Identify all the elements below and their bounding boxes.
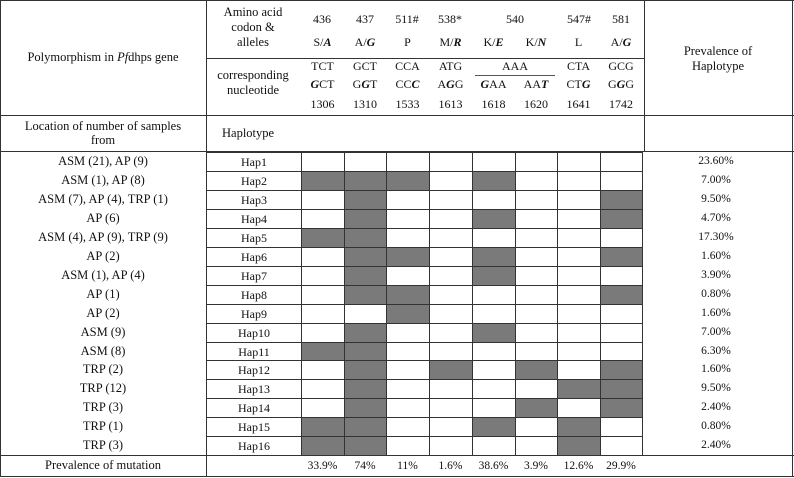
wild-allele-cell	[429, 342, 473, 361]
codon-number: 538*	[438, 12, 462, 26]
row-prevalence: 1.60%	[701, 363, 731, 375]
nucleotide-mutant-triplet	[524, 77, 549, 91]
wild-allele-cell	[301, 190, 345, 210]
wild-allele-cell	[557, 247, 601, 267]
row-haplotype: Hap4	[206, 209, 302, 229]
row-haplotype: Hap16	[206, 436, 302, 456]
nucleotide-mutant-triplet	[395, 77, 419, 91]
wild-allele-cell	[429, 398, 473, 418]
wild-allele-cell	[429, 266, 473, 286]
mutant-allele-cell	[472, 323, 516, 343]
allele-wild: A/	[610, 35, 623, 49]
row-prevalence: 0.80%	[701, 420, 731, 432]
mutant-allele-cell	[472, 171, 516, 191]
row-prevalence: 9.50%	[701, 382, 731, 394]
nucleotide-wild-triplet: CTA	[566, 59, 591, 73]
allele-wild: K/	[525, 35, 538, 49]
codon540-shared-triplet: AAA	[502, 59, 528, 73]
wild-allele-cell	[515, 304, 558, 324]
mutant-allele-cell	[344, 342, 387, 361]
nucleotide-position: 1641	[566, 97, 591, 111]
wild-allele-cell	[557, 342, 601, 361]
wild-allele-cell	[600, 171, 643, 191]
wild-allele-cell	[557, 152, 601, 172]
wild-allele-cell	[515, 285, 558, 305]
wild-allele-cell	[429, 228, 473, 248]
prevalence-haplotype-header: Prevalence of Haplotype	[683, 44, 753, 73]
allele-label	[439, 35, 461, 49]
wild-allele-cell	[515, 152, 558, 172]
wild-allele-cell	[515, 436, 558, 456]
nucleotide-wild-triplet: GCT	[353, 59, 377, 73]
row-prevalence: 2.40%	[701, 401, 731, 413]
wild-allele-cell	[344, 304, 387, 324]
wild-allele-cell	[301, 360, 345, 380]
wild-allele-cell	[472, 285, 516, 305]
wild-allele-cell	[472, 190, 516, 210]
nucleotide-mutant-triplet	[437, 77, 463, 91]
wild-allele-cell	[515, 171, 558, 191]
polymorphism-label: Polymorphism in Pfdhps gene	[27, 50, 179, 64]
wild-allele-cell	[301, 209, 345, 229]
nucleotide-position: 1618	[481, 97, 506, 111]
row-prevalence: 7.00%	[701, 174, 731, 186]
wild-allele-cell	[600, 228, 643, 248]
wild-allele-cell	[557, 304, 601, 324]
wild-allele-cell	[600, 417, 643, 437]
row-prevalence: 4.70%	[701, 212, 731, 224]
codon-number: 547#	[567, 12, 591, 26]
mutant-allele-cell	[472, 209, 516, 229]
wild-allele-cell	[557, 285, 601, 305]
wild-allele-cell	[557, 360, 601, 380]
mutant-allele-cell	[600, 209, 643, 229]
wild-allele-cell	[557, 398, 601, 418]
nucleotide-wild-triplet: ATG	[438, 59, 463, 73]
wild-allele-cell	[429, 190, 473, 210]
wild-allele-cell	[515, 190, 558, 210]
wild-allele-cell	[472, 304, 516, 324]
row-haplotype: Hap10	[206, 323, 302, 343]
codon-number: 436	[313, 12, 331, 26]
mutant-allele-cell	[429, 360, 473, 380]
wild-allele-cell	[386, 190, 430, 210]
nucleotide-prefix: CT	[566, 77, 582, 91]
row-haplotype: Hap7	[206, 266, 302, 286]
row-haplotype: Hap12	[206, 360, 302, 380]
codon540-underline	[475, 75, 555, 76]
row-location: AP (1)	[86, 287, 120, 301]
row-location: ASM (9)	[80, 325, 126, 339]
row-prevalence: 9.50%	[701, 193, 731, 205]
mutant-allele-cell	[600, 247, 643, 267]
wild-allele-cell	[386, 228, 430, 248]
row-haplotype: Hap1	[206, 152, 302, 172]
wild-allele-cell	[386, 209, 430, 229]
allele-label	[526, 35, 547, 49]
nucleotide-mutant-triplet	[353, 77, 378, 91]
nucleotide-mutant-triplet	[480, 77, 506, 91]
wild-allele-cell	[515, 228, 558, 248]
row-haplotype: Hap14	[206, 398, 302, 418]
allele-label	[575, 35, 582, 49]
wild-allele-cell	[386, 436, 430, 456]
mutant-allele-cell	[301, 228, 345, 248]
nucleotide-mutated-base: G	[581, 77, 591, 91]
nucleotide-position: 1310	[353, 97, 377, 111]
allele-mutant: G	[366, 35, 376, 49]
row-prevalence: 6.30%	[701, 345, 731, 357]
row-location: ASM (1), AP (4)	[61, 268, 145, 282]
wild-allele-cell	[472, 398, 516, 418]
wild-allele-cell	[344, 152, 387, 172]
wild-allele-cell	[301, 152, 345, 172]
allele-wild: A/	[354, 35, 367, 49]
mutation-prevalence-value: 1.6%	[438, 460, 463, 472]
mutant-allele-cell	[557, 436, 601, 456]
row-location: TRP (3)	[82, 400, 124, 414]
wild-allele-cell	[386, 266, 430, 286]
allele-wild: P	[404, 35, 411, 49]
mutant-allele-cell	[344, 436, 387, 456]
mutant-allele-cell	[344, 323, 387, 343]
allele-label	[355, 35, 376, 49]
row-prevalence: 1.60%	[701, 307, 731, 319]
mutant-allele-cell	[344, 209, 387, 229]
mutant-allele-cell	[472, 417, 516, 437]
mutant-allele-cell	[344, 360, 387, 380]
wild-allele-cell	[600, 304, 643, 324]
row-location: ASM (1), AP (8)	[61, 173, 145, 187]
row-haplotype: Hap11	[206, 342, 302, 361]
nucleotide-wild-triplet: GCG	[608, 59, 634, 73]
allele-mutant: N	[537, 35, 547, 49]
nucleotide-suffix: CT	[319, 77, 335, 91]
nucleotide-mutated-base: G	[616, 77, 626, 91]
nucleotide-mutated-base: C	[411, 77, 420, 91]
wild-allele-cell	[386, 323, 430, 343]
allele-wild: M/	[439, 35, 454, 49]
mutant-allele-cell	[301, 171, 345, 191]
wild-allele-cell	[472, 436, 516, 456]
wild-allele-cell	[429, 379, 473, 399]
nucleotide-mutant-triplet	[608, 77, 634, 91]
row-prevalence: 3.90%	[701, 269, 731, 281]
wild-allele-cell	[301, 398, 345, 418]
nucleotide-suffix: G	[625, 77, 635, 91]
row-haplotype: Hap6	[206, 247, 302, 267]
nucleotide-suffix: AA	[489, 77, 507, 91]
row-haplotype: Hap15	[206, 417, 302, 437]
row-prevalence: 17.30%	[698, 231, 734, 243]
mutant-allele-cell	[344, 379, 387, 399]
row-haplotype: Hap3	[206, 190, 302, 210]
nucleotide-position: 1620	[524, 97, 548, 111]
wild-allele-cell	[429, 417, 473, 437]
allele-mutant: A	[323, 35, 332, 49]
wild-allele-cell	[515, 342, 558, 361]
wild-allele-cell	[515, 379, 558, 399]
allele-mutant: R	[453, 35, 462, 49]
nucleotide-mutated-base: G	[361, 77, 370, 91]
row-prevalence: 1.60%	[701, 250, 731, 262]
nucleotide-suffix: G	[454, 77, 464, 91]
mutant-allele-cell	[515, 398, 558, 418]
codon-number: 511#	[395, 12, 419, 26]
wild-allele-cell	[472, 228, 516, 248]
wild-allele-cell	[515, 247, 558, 267]
row-prevalence: 23.60%	[698, 155, 734, 167]
row-location: AP (2)	[86, 306, 120, 320]
row-prevalence: 7.00%	[701, 326, 731, 338]
allele-mutant: G	[622, 35, 632, 49]
nucleotide-label: corresponding nucleotide	[217, 68, 289, 97]
wild-allele-cell	[301, 379, 345, 399]
allele-label	[404, 35, 411, 49]
row-location: TRP (1)	[82, 419, 124, 433]
wild-allele-cell	[386, 152, 430, 172]
allele-wild: S/	[313, 35, 324, 49]
table-bottom-rule	[0, 476, 794, 477]
nucleotide-mutated-base: T	[541, 77, 549, 91]
row-location: ASM (21), AP (9)	[58, 154, 148, 168]
mutant-allele-cell	[600, 285, 643, 305]
nucleotide-wild-triplet: CCA	[395, 59, 420, 73]
nucleotide-suffix: T	[370, 77, 378, 91]
row-prevalence: 2.40%	[701, 439, 731, 451]
wild-allele-cell	[429, 247, 473, 267]
wild-allele-cell	[600, 323, 643, 343]
row-location: AP (2)	[86, 249, 120, 263]
haplotype-header: Haplotype	[222, 126, 275, 140]
nucleotide-position: 1742	[609, 97, 633, 111]
nucleotide-prefix: AA	[523, 77, 541, 91]
wild-allele-cell	[301, 247, 345, 267]
mutant-allele-cell	[386, 304, 430, 324]
wild-allele-cell	[301, 266, 345, 286]
mutant-allele-cell	[301, 342, 345, 361]
nucleotide-prefix: CC	[395, 77, 412, 91]
mutant-allele-cell	[344, 398, 387, 418]
nucleotide-position: 1306	[310, 97, 335, 111]
mutant-allele-cell	[344, 417, 387, 437]
wild-allele-cell	[515, 323, 558, 343]
row-haplotype: Hap8	[206, 285, 302, 305]
header-divider	[0, 115, 794, 116]
wild-allele-cell	[386, 417, 430, 437]
mutant-allele-cell	[557, 379, 601, 399]
prevalence-of-mutation-label: Prevalence of mutation	[45, 458, 161, 472]
allele-label	[611, 35, 632, 49]
row-haplotype: Hap13	[206, 379, 302, 399]
wild-allele-cell	[557, 266, 601, 286]
wild-allele-cell	[557, 228, 601, 248]
nucleotide-position: 1613	[438, 97, 463, 111]
allele-label	[483, 35, 503, 49]
wild-allele-cell	[472, 379, 516, 399]
row-location: ASM (4), AP (9), TRP (9)	[38, 230, 168, 244]
wild-allele-cell	[557, 171, 601, 191]
wild-allele-cell	[429, 304, 473, 324]
row-prevalence: 0.80%	[701, 288, 731, 300]
mutant-allele-cell	[600, 398, 643, 418]
mutation-prevalence-value: 3.9%	[524, 460, 548, 472]
wild-allele-cell	[472, 152, 516, 172]
wild-allele-cell	[301, 304, 345, 324]
mutation-prevalence-value: 12.6%	[563, 460, 594, 472]
wild-allele-cell	[386, 379, 430, 399]
row-haplotype: Hap9	[206, 304, 302, 324]
wild-allele-cell	[429, 323, 473, 343]
wild-allele-cell	[429, 436, 473, 456]
mutant-allele-cell	[515, 360, 558, 380]
mutant-allele-cell	[386, 285, 430, 305]
row-haplotype: Hap5	[206, 228, 302, 248]
mutant-allele-cell	[472, 266, 516, 286]
wild-allele-cell	[515, 209, 558, 229]
nucleotide-prefix: A	[437, 77, 447, 91]
mutant-allele-cell	[344, 190, 387, 210]
table-top-rule	[0, 0, 794, 1]
row-location: ASM (7), AP (4), TRP (1)	[38, 192, 168, 206]
codon-number: 581	[612, 12, 630, 26]
location-header: Location of number of samples from	[24, 119, 182, 147]
mutant-allele-cell	[344, 171, 387, 191]
mutant-allele-cell	[344, 285, 387, 305]
mutant-allele-cell	[600, 360, 643, 380]
wild-allele-cell	[472, 360, 516, 380]
nucleotide-mutant-triplet	[566, 77, 590, 91]
nucleotide-position: 1533	[395, 97, 420, 111]
mutant-allele-cell	[344, 247, 387, 267]
mutation-prevalence-value: 33.9%	[307, 460, 338, 472]
mutant-allele-cell	[301, 417, 345, 437]
wild-allele-cell	[386, 398, 430, 418]
wild-allele-cell	[301, 323, 345, 343]
wild-allele-cell	[557, 190, 601, 210]
wild-allele-cell	[301, 285, 345, 305]
nucleotide-mutated-base: G	[446, 77, 455, 91]
row-location: TRP (3)	[82, 438, 124, 452]
row-location: ASM (8)	[80, 344, 126, 358]
wild-allele-cell	[429, 209, 473, 229]
column-divider-prevalence	[644, 0, 645, 151]
codon-number: 540	[506, 12, 524, 26]
wild-allele-cell	[557, 209, 601, 229]
nucleotide-wild-triplet: TCT	[311, 59, 334, 73]
mutation-prevalence-value: 38.6%	[478, 460, 509, 472]
row-location: AP (6)	[86, 211, 120, 225]
mutant-allele-cell	[386, 171, 430, 191]
mutation-prevalence-value: 11%	[397, 460, 418, 472]
amino-acid-label: Amino acid codon & alleles	[223, 5, 283, 49]
wild-allele-cell	[429, 285, 473, 305]
nucleotide-mutant-triplet	[310, 77, 334, 91]
mutant-allele-cell	[600, 379, 643, 399]
nucleotide-mutated-base: G	[480, 77, 490, 91]
wild-allele-cell	[429, 152, 473, 172]
allele-wild: K/	[483, 35, 496, 49]
wild-allele-cell	[386, 360, 430, 380]
frame-right	[792, 0, 793, 477]
wild-allele-cell	[600, 152, 643, 172]
mutation-prevalence-value: 74%	[354, 460, 376, 472]
row-location: TRP (2)	[82, 362, 124, 376]
wild-allele-cell	[515, 266, 558, 286]
wild-allele-cell	[600, 436, 643, 456]
row-haplotype: Hap2	[206, 171, 302, 191]
allele-label	[313, 35, 331, 49]
row-location: TRP (12)	[79, 381, 127, 395]
wild-allele-cell	[472, 342, 516, 361]
mutant-allele-cell	[344, 266, 387, 286]
wild-allele-cell	[515, 417, 558, 437]
wild-allele-cell	[557, 323, 601, 343]
nucleotide-prefix: G	[607, 77, 617, 91]
mutant-allele-cell	[301, 436, 345, 456]
codon-number: 437	[356, 12, 374, 26]
allele-wild: L	[574, 35, 583, 49]
wild-allele-cell	[429, 171, 473, 191]
wild-allele-cell	[386, 342, 430, 361]
mutant-allele-cell	[600, 190, 643, 210]
mutant-allele-cell	[386, 247, 430, 267]
mutant-allele-cell	[344, 228, 387, 248]
mutation-prevalence-value: 29.9%	[606, 460, 636, 472]
nucleotide-prefix: G	[352, 77, 362, 91]
mutant-allele-cell	[557, 417, 601, 437]
wild-allele-cell	[600, 266, 643, 286]
wild-allele-cell	[600, 342, 643, 361]
nucleotide-mutated-base: G	[310, 77, 320, 91]
mutant-allele-cell	[472, 247, 516, 267]
allele-mutant: E	[495, 35, 504, 49]
